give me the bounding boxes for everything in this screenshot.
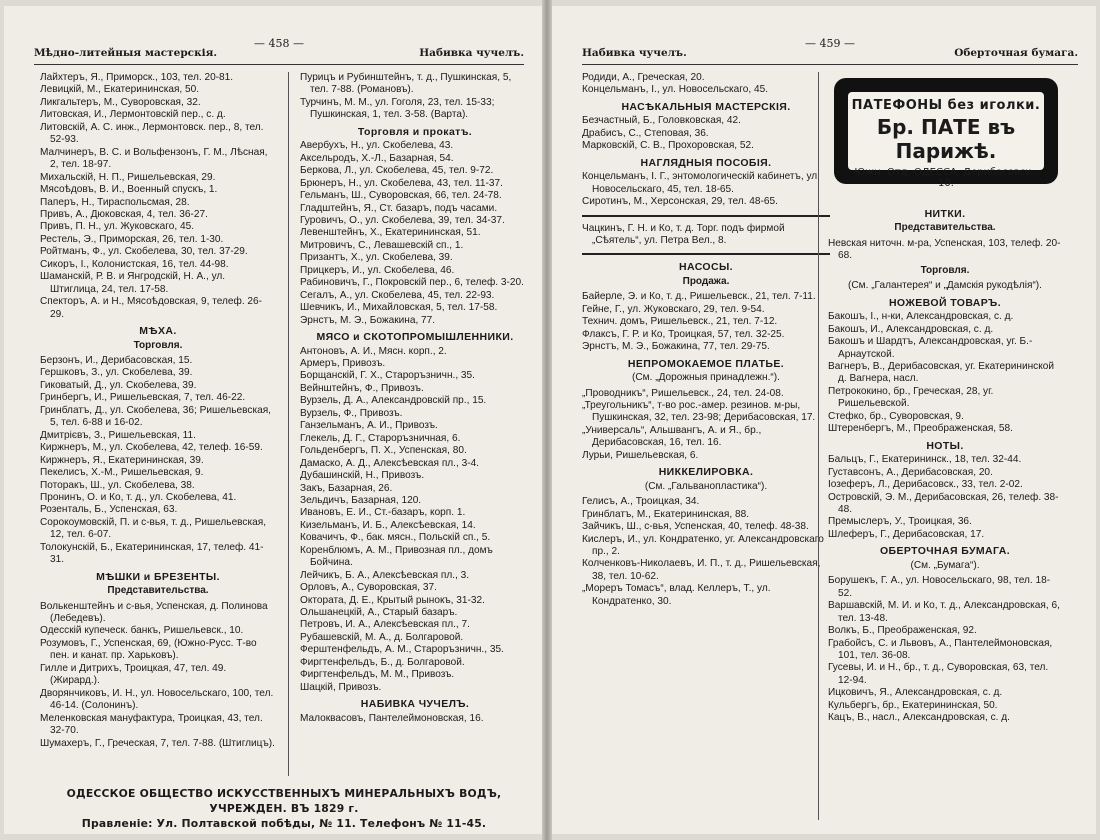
directory-entry: Стефко, бр., Суворовская, 9. <box>828 410 964 422</box>
directory-entry: Киржнеръ, М., ул. Скобелева, 42, телеф. 16-59. <box>40 442 263 454</box>
directory-entry: Лейчикъ, Б. А., Алексѣевская пл., 3. <box>300 569 470 581</box>
directory-entry: Шаманскій, Р. В. и Янгродскій, Н. А., ул. Штиглица, 24, тел. 17-58. <box>40 271 226 295</box>
directory-entry: Пурицъ и Рубинштейнъ, т. д., Пушкинская, 5, тел. 7-88. (Романовъ). <box>300 72 512 96</box>
directory-entry: Литовскій, А. С. инж., Лермонтовск. пер., 8, тел. 52-93. <box>40 121 264 146</box>
left-header-left: Мѣдно-литейныя мастерскія. <box>34 47 218 59</box>
advertisement-inner <box>848 92 1044 189</box>
section-heading: МѢШКИ и БРЕЗЕНТЫ. <box>96 570 220 583</box>
directory-entry: Петровъ, И. А., Алексѣевская пл., 7. <box>300 619 470 631</box>
directory-entry: Ферштенфельдъ, А. М., Староръзничн., 35. <box>300 644 504 656</box>
directory-entry: Ковачичъ, Ф., бак. мясн., Польскій сп., 5. <box>300 532 491 544</box>
directory-entry: Кульбергъ, бр., Екатерининская, 50. <box>828 699 998 711</box>
directory-entry: Петрококино, бр., Греческая, 28, уг. Ришельевской. <box>828 385 994 410</box>
directory-entry: Гельманъ, Ш., Суворовская, 66, тел. 24-78. <box>300 190 502 202</box>
directory-entry: Рубашевскій, М. А., д. Болгаровой. <box>300 631 464 643</box>
directory-entry: Ольшанецкій, А., Старый базаръ. <box>300 607 458 619</box>
directory-entry: Марковскій, С. В., Прохоровская, 52. <box>582 140 754 152</box>
directory-entry: Орловъ, А., Суворовская, 37. <box>300 582 437 594</box>
directory-entry: Ройтманъ, Ф., ул. Скобелева, 30, тел. 37-29. <box>40 246 248 258</box>
right-page <box>552 6 1096 834</box>
section-subheading: Торговля. <box>920 264 970 276</box>
directory-entry: Гилле и Дитрихъ, Троицкая, 47, тел. 49. (Жирард.). <box>40 662 227 687</box>
directory-entry: Армеръ, Привозъ. <box>300 357 386 369</box>
directory-entry: Премыслеръ, У., Троицкая, 36. <box>828 516 972 528</box>
section-subheading: Представительства. <box>894 222 996 234</box>
directory-entry: „Проводникъ“, Ришельевск., 24, тел. 24-08. <box>582 387 784 399</box>
section-heading: НАСѢКАЛЬНЫЯ МАСТЕРСКІЯ. <box>621 100 791 113</box>
section-subheading: Представительства. <box>107 585 209 597</box>
section-heading: НАСОСЫ. <box>679 261 733 274</box>
directory-entry: Бальцъ, Г., Екатерининск., 18, тел. 32-44. <box>828 454 1022 466</box>
section-heading: МЯСО и СКОТОПРОМЫШЛЕННИКИ. <box>316 331 514 344</box>
directory-entry: Фиргтенфельдъ, М. М., Привозъ. <box>300 669 455 681</box>
directory-entry: Рестель, Э., Приморская, 26, тел. 1-30. <box>40 233 224 245</box>
advertisement-box <box>834 78 1058 189</box>
left-column-1 <box>40 72 276 750</box>
directory-entry: Розенталь, Б., Успенская, 63. <box>40 504 178 516</box>
directory-entry: Привъ, А., Дюковская, 4, тел. 36-27. <box>40 208 208 220</box>
directory-entry: Литовская, И., Лермонтовскій пер., с. д. <box>40 109 226 121</box>
directory-entry: Паперъ, Н., Тираспольсмая, 28. <box>40 196 190 208</box>
directory-entry: Чацкинъ, Г. Н. и Ко, т. д. Торг. подъ фирмой „Сѣятель“, ул. Петра Вел., 8. <box>582 222 785 246</box>
left-header-rule <box>34 64 524 65</box>
directory-entry: Закъ, Базарная, 26. <box>300 482 393 494</box>
directory-entry: „Универсаль“, Альшвангъ, А. и Я., бр., Дерибасовская, 16, тел. 16. <box>582 424 762 449</box>
directory-entry: Родиди, А., Греческая, 20. <box>582 72 705 83</box>
directory-entry: Гелисъ, А., Троицкая, 34. <box>582 496 700 508</box>
section-heading: НОТЫ. <box>926 439 964 452</box>
directory-entry: Розумовъ, Г., Успенская, 69, (Южно-Русс. Т-во пен. и канат. пр. Харьковъ). <box>40 637 257 662</box>
right-column-1 <box>582 72 830 608</box>
directory-entry: Вурзель, Ф., Привозъ. <box>300 407 403 419</box>
directory-entry: Зельдичъ, Базарная, 120. <box>300 494 422 506</box>
directory-entry: Дмитрієвъ, З., Ришельевская, 11. <box>40 429 196 441</box>
directory-entry: Лайхтеръ, Я., Приморск., 103, тел. 20-81. <box>40 72 234 83</box>
directory-entry: Гладштейнъ, Я., Ст. базаръ, подъ часами. <box>300 202 498 214</box>
separator-rule <box>582 253 830 255</box>
directory-entry: Кислеръ, И., ул. Кондратенко, уг. Александровскаго пр., 2. <box>582 533 824 557</box>
directory-entry: Левенштейнъ, Х., Екатерининская, 51. <box>300 227 481 239</box>
directory-entry: Привъ, П. Н., ул. Жуковскаго, 45. <box>40 221 194 233</box>
directory-entry: Волькенштейнъ и с-вья, Успенская, д. Полинова (Лебедевъ). <box>40 600 268 625</box>
directory-entry: Гиковатый, Д., ул. Скобелева, 39. <box>40 379 197 391</box>
right-header-rule <box>582 64 1078 65</box>
directory-entry: Берзонъ, И., Дерибасовская, 15. <box>40 354 193 366</box>
section-heading: НИТКИ. <box>924 208 966 220</box>
directory-entry: Брюнеръ, Н., ул. Скобелева, 43, тел. 11-37. <box>300 177 503 189</box>
left-header-right: Набивка чучелъ. <box>419 47 524 59</box>
directory-entry: Дамаско, А. Д., Алексѣевская пл., 3-4. <box>300 457 479 469</box>
directory-entry: Коренблюмъ, А. М., Привозная пл., домъ Бойчина. <box>300 544 493 569</box>
directory-entry: Штеренбергъ, М., Преображенская, 58. <box>828 423 1013 435</box>
directory-entry: Гершковъ, З., ул. Скобелева, 39. <box>40 367 193 379</box>
cross-reference-note: (См. „Дорожныя принадлежн.“). <box>632 372 780 384</box>
directory-entry: Гусевы, И. и Н., бр., т. д., Суворовская, 63, тел. 12-94. <box>828 662 1049 686</box>
directory-entry: „Треугольникъ“, т-во рос.-амер. резинов. м-ры, Пушкинская, 32, тел. 23-98; Дерибасовская, 17. <box>582 399 816 424</box>
directory-entry: Бакошъ, І., н-ки, Александровская, с. д. <box>828 311 1014 323</box>
directory-entry: Ивановъ, Е. И., Ст.-базаръ, корп. 1. <box>300 507 466 519</box>
left-page-number: — 458 — <box>254 37 304 50</box>
left-running-head <box>34 36 524 66</box>
directory-entry: Ганзельманъ, А. И., Привозъ. <box>300 420 438 432</box>
right-running-head <box>582 36 1078 66</box>
ad-line-2: Бр. ПАТЕ въ Парижѣ. <box>876 115 1016 163</box>
directory-entry: Лурьи, Ришельевская, 6. <box>582 449 699 461</box>
right-header-left: Набивка чучелъ. <box>582 47 687 59</box>
directory-entry: Бакошъ, И., Александровская, с. д. <box>828 323 994 335</box>
directory-entry: Островскій, Э. М., Дерибасовская, 26, телеф. 38-48. <box>828 491 1059 515</box>
directory-entry: Бакошъ и Шардтъ, Александровская, уг. Б.-Арнаутской. <box>828 336 1033 360</box>
cross-reference-note: (См. „Бумага“). <box>910 559 980 571</box>
directory-entry: Турчинъ, М. М., ул. Гоголя, 23, тел. 15-33; Пушкинская, 1, тел. 3-58. (Варта). <box>300 96 495 121</box>
section-heading: НИККЕЛИРОВКА. <box>658 466 754 479</box>
book-gutter <box>542 0 552 840</box>
directory-entry: Шумахеръ, Г., Греческая, 7, тел. 7-88. (Штиглицъ). <box>40 737 275 749</box>
directory-entry: Концельманъ, І., ул. Новосельскаго, 45. <box>582 84 768 96</box>
directory-entry: Волкъ, Б., Преображенская, 92. <box>828 625 977 637</box>
directory-entry: Рабиновичъ, Г., Покровскій пер., 6, телеф. 3-20. <box>300 277 524 289</box>
directory-entry: Ликгальтеръ, М., Суворовская, 32. <box>40 96 201 108</box>
directory-entry: Беркова, Л., ул. Скобелева, 45, тел. 9-72. <box>300 165 494 177</box>
footer-line-2: Правленіе: Ул. Полтавской побѣды, № 11. Телефонъ № 11-45. <box>81 817 487 830</box>
directory-entry: Октората, Д. Е., Крытый рынокъ, 31-32. <box>300 594 485 606</box>
directory-entry: Дворянчиковъ, И. Н., ул. Новосельскаго, 100, тел. 46-14. (Солонинъ). <box>40 687 274 712</box>
directory-entry: Вагнеръ, В., Дерибасовская, уг. Екатерининской д. Вагнера, насл. <box>828 360 1055 385</box>
directory-entry: Шлеферъ, Г., Дерибасовская, 17. <box>828 528 985 540</box>
directory-entry: Призантъ, Х., ул. Скобелева, 39. <box>300 252 453 264</box>
section-heading: НАГЛЯДНЫЯ ПОСОБІЯ. <box>640 156 772 169</box>
directory-entry: Одесскій купеческ. банкъ, Ришельевск., 10. <box>40 625 244 637</box>
directory-entry: Гольденбергъ, П. Х., Успенская, 80. <box>300 445 467 457</box>
section-heading: НЕПРОМОКАЕМОЕ ПЛАТЬЕ. <box>627 357 785 370</box>
directory-entry: Левицкій, М., Екатерининская, 50. <box>40 84 200 96</box>
directory-entry: Антоновъ, А. И., Мясн. корп., 2. <box>300 345 447 357</box>
directory-entry: Концельманъ, І. Г., энтомологическій кабинетъ, ул. Новосельскаго, 45, тел. 18-65. <box>582 171 820 195</box>
directory-entry: Дубашинскій, Н., Привозъ. <box>300 470 425 482</box>
directory-entry: Невская ниточн. м-ра, Успенская, 103, телеф. 20-68. <box>828 237 1061 262</box>
directory-entry: Шацкій, Привозъ. <box>300 681 382 693</box>
separator-rule <box>582 215 830 217</box>
directory-entry: Вейнштейнъ, Ф., Привозъ. <box>300 382 424 394</box>
footer-line-1: ОДЕССКОЕ ОБЩЕСТВО ИСКУССТВЕННЫХЪ МИНЕРАЛЬНЫХЪ ВОДЪ, УЧРЕЖДЕН. ВЪ 1829 г. <box>66 787 502 815</box>
ad-line-3: Южн. Отд. ОДЕССА, Дерибасовск., 10. <box>854 167 1038 189</box>
directory-entry: Поторакъ, Ш., ул. Скобелева, 38. <box>40 479 195 491</box>
page-footer-ad <box>34 786 534 831</box>
section-heading: ОБЕРТОЧНАЯ БУМАГА. <box>879 545 1011 558</box>
directory-entry: Сорокоумовскій, П. и с-вья, т. д., Ришельевская, 12, тел. 6-07. <box>40 516 266 541</box>
section-heading: НАБИВКА ЧУЧЕЛЪ. <box>360 698 470 711</box>
directory-entry: Ицковичъ, Я., Александровская, с. д. <box>828 687 1003 699</box>
directory-entry: Прицкеръ, И., ул. Скобелева, 46. <box>300 264 455 276</box>
cross-reference-note: (См. „Галантерея“ и „Дамскія рукодѣлія“). <box>848 280 1042 292</box>
right-column-divider <box>818 72 819 820</box>
directory-entry: Толокунскій, Б., Екатерининская, 17, телеф. 41-31. <box>40 541 264 566</box>
directory-entry: Малоквасовъ, Пантелеймоновская, 16. <box>300 712 484 724</box>
section-subheading: Продажа. <box>682 275 730 287</box>
directory-entry: Кизельманъ, И. Б., Алексѣевская, 14. <box>300 519 476 531</box>
directory-entry: Эрнстъ, М. Э., Божакина, 77, тел. 29-75. <box>582 341 770 353</box>
directory-entry: Борщанскій, Г. Х., Староръзничн., 35. <box>300 370 475 382</box>
directory-entry: Митровичъ, С., Левашевскій сп., 1. <box>300 239 464 251</box>
directory-entry: Михальскій, Н. П., Ришельевская, 29. <box>40 171 216 183</box>
section-heading: МѢХА. <box>139 325 177 338</box>
directory-entry: Эрнстъ, М. Э., Божакина, 77. <box>300 314 436 326</box>
directory-entry: Грабойсъ, С. и Львовъ, А., Пантелеймоновская, 101, тел. 36-08. <box>828 637 1053 661</box>
directory-entry: Байерле, Э. и Ко, т. д., Ришельевск., 21, тел. 7-11. <box>582 291 816 303</box>
directory-entry: Борушекъ, Г. А., ул. Новосельскаго, 98, тел. 18-52. <box>828 575 1051 599</box>
directory-entry: Малчинеръ, В. С. и Вольфензонъ, Г. М., Лѣсная, 2, тел. 18-97. <box>40 146 268 171</box>
directory-entry: Аксельродъ, Х.-Л., Базарная, 54. <box>300 152 454 164</box>
ad-line-1: ПАТЕФОНЫ без иголки. <box>851 98 1041 113</box>
cross-reference-note: (См. „Гальванопластика“). <box>644 480 768 492</box>
directory-entry: „Мореръ Томасъ“, влад. Келлеръ, Т., ул. Кондратенко, 30. <box>582 583 771 607</box>
directory-entry: Зайчикъ, Ш., с-вья, Успенская, 40, телеф. 48-38. <box>582 521 809 533</box>
right-page-number: — 459 — <box>805 37 855 50</box>
left-column-2 <box>300 72 530 725</box>
directory-entry: Сиротинъ, М., Херсонская, 29, тел. 48-65. <box>582 196 778 208</box>
directory-entry: Глекель, Д. Г., Староръзничная, 6. <box>300 432 461 444</box>
directory-entry: Технич. домъ, Ришельевск., 21, тел. 7-12. <box>582 316 778 328</box>
directory-entry: Варшавскій, М. И. и Ко, т. д., Александровская, 6, тел. 13-48. <box>828 600 1060 624</box>
directory-entry: Шевчикъ, И., Михайловская, 5, тел. 17-58. <box>300 302 498 314</box>
section-heading: Торговля и прокатъ. <box>357 125 473 138</box>
right-header-right: Оберточная бумага. <box>954 47 1078 59</box>
directory-entry: Фиргтенфельдъ, Б., д. Болгаровой. <box>300 656 465 668</box>
left-column-divider <box>288 72 289 776</box>
directory-entry: Іозеферъ, Л., Дерибасовск., 33, тел. 2-02. <box>828 479 1023 491</box>
directory-entry: Сегалъ, А., ул. Скобелева, 45, тел. 22-93. <box>300 289 495 301</box>
directory-entry: Сикоръ, І., Колонистская, 16, тел. 44-98. <box>40 258 229 270</box>
directory-entry: Флаксъ, Г. Р. и Ко, Троицкая, 57, тел. 32-25. <box>582 328 785 340</box>
right-column-2 <box>828 204 1062 725</box>
directory-entry: Гейне, Г., ул. Жуковскаго, 29, тел. 9-54. <box>582 303 765 315</box>
directory-entry: Гринблатъ, М., Екатерининская, 88. <box>582 508 750 520</box>
left-page <box>4 6 542 834</box>
directory-entry: Гуровичъ, О., ул. Скобелева, 39, тел. 34-37. <box>300 214 505 226</box>
directory-entry: Безчастный, Б., Головковская, 42. <box>582 115 741 127</box>
directory-entry: Гринблатъ, Д., ул. Скобелева, 36; Ришельевская, 5, тел. 6-88 и 16-02. <box>40 404 271 429</box>
directory-entry: Вурзель, Д. А., Александровскій пр., 15. <box>300 395 487 407</box>
section-heading: НОЖЕВОЙ ТОВАРЪ. <box>888 296 1002 309</box>
directory-entry: Колченковъ-Николаевъ, И. П., т. д., Ришельевская, 38, тел. 10-62. <box>582 558 821 582</box>
directory-entry: Драбисъ, С., Степовая, 36. <box>582 127 709 139</box>
section-subheading: Торговля. <box>133 339 183 351</box>
directory-entry: Спекторъ, А. и Н., Мясоѣдовская, 9, телеф. 26-29. <box>40 296 263 320</box>
directory-entry: Густавсонъ, А., Дерибасовская, 20. <box>828 466 993 478</box>
directory-entry: Гринбергъ, И., Ришельевская, 7, тел. 46-22. <box>40 392 246 404</box>
directory-entry: Пронинъ, О. и Ко, т. д., ул. Скобелева, 41. <box>40 491 237 503</box>
directory-entry: Кацъ, В., насл., Александровская, с. д. <box>828 712 1010 724</box>
directory-entry: Меленковская мануфактура, Троицкая, 43, тел. 32-70. <box>40 712 263 737</box>
directory-entry: Пекелисъ, Х.-М., Ришельевская, 9. <box>40 467 204 479</box>
directory-entry: Киржнеръ, Я., Екатерининская, 39. <box>40 454 204 466</box>
directory-entry: Мясоѣдовъ, В. И., Военный спускъ, 1. <box>40 184 218 196</box>
directory-entry: Авербухъ, Н., ул. Скобелева, 43. <box>300 140 454 152</box>
